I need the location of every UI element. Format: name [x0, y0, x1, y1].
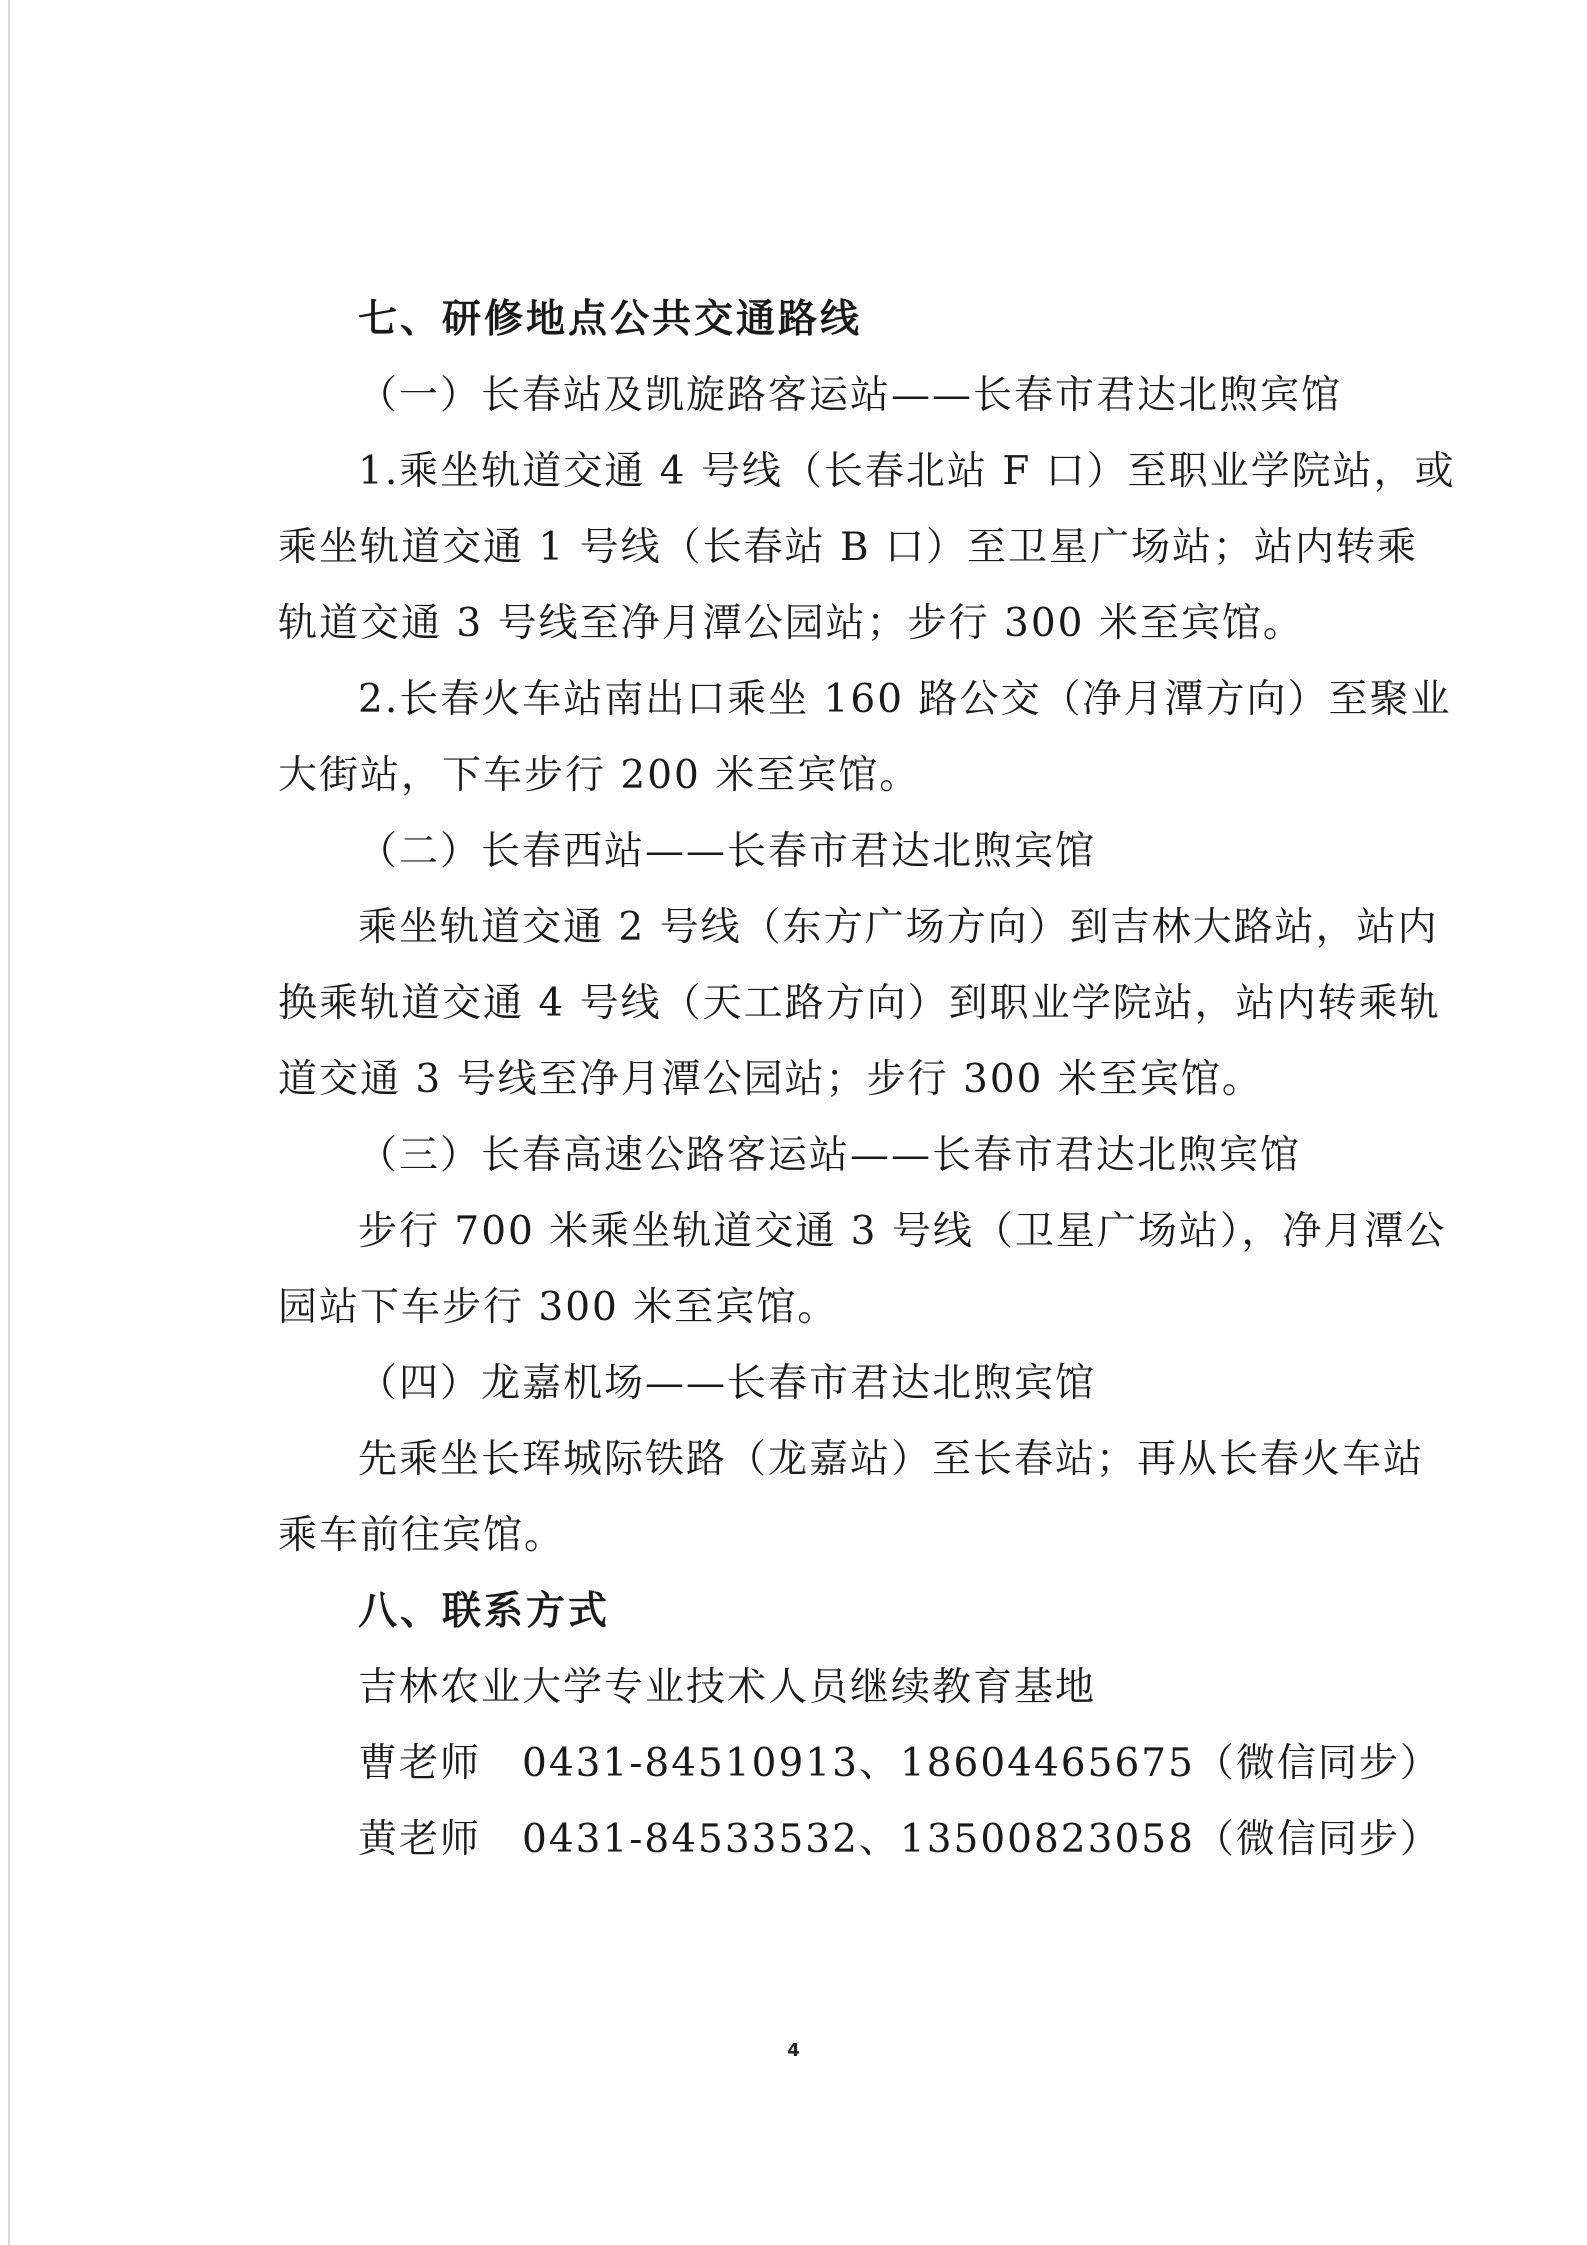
section-heading-contact: 八、联系方式 — [358, 1589, 611, 1634]
subheading-route-1: （一）长春站及凯旋路客运站——长春市君达北煦宾馆 — [358, 373, 1343, 418]
contact-teacher-huang: 黄老师 0431-84533532、13500823058（微信同步） — [358, 1817, 1441, 1862]
paragraph-line: 道交通 3 号线至净月潭公园站；步行 300 米至宾馆。 — [278, 1057, 1263, 1102]
paragraph-line: 2.长春火车站南出口乘坐 160 路公交（净月潭方向）至聚业 — [358, 677, 1452, 722]
scan-edge-line — [8, 0, 10, 2245]
paragraph-line: 轨道交通 3 号线至净月潭公园站；步行 300 米至宾馆。 — [278, 601, 1304, 646]
paragraph-line: 1.乘坐轨道交通 4 号线（长春北站 F 口）至职业学院站，或 — [358, 449, 1456, 494]
paragraph-line: 换乘轨道交通 4 号线（天工路方向）到职业学院站，站内转乘轨 — [278, 981, 1441, 1026]
paragraph-line: 乘坐轨道交通 2 号线（东方广场方向）到吉林大路站，站内 — [358, 905, 1439, 950]
section-heading-transport: 七、研修地点公共交通路线 — [358, 297, 863, 342]
subheading-route-3: （三）长春高速公路客运站——长春市君达北煦宾馆 — [358, 1133, 1302, 1178]
contact-teacher-cao: 曹老师 0431-84510913、18604465675（微信同步） — [358, 1741, 1441, 1786]
paragraph-line: 园站下车步行 300 米至宾馆。 — [278, 1285, 839, 1330]
subheading-route-2: （二）长春西站——长春市君达北煦宾馆 — [358, 829, 1097, 874]
contact-organization: 吉林农业大学专业技术人员继续教育基地 — [358, 1665, 1097, 1710]
page-number: 4 — [787, 2040, 800, 2061]
paragraph-line: 步行 700 米乘坐轨道交通 3 号线（卫星广场站），净月潭公 — [358, 1209, 1447, 1254]
document-body — [278, 282, 1456, 1878]
paragraph-line: 乘坐轨道交通 1 号线（长春站 B 口）至卫星广场站；站内转乘 — [278, 525, 1419, 570]
subheading-route-4: （四）龙嘉机场——长春市君达北煦宾馆 — [358, 1361, 1097, 1406]
paragraph-line: 大街站，下车步行 200 米至宾馆。 — [278, 753, 921, 798]
paragraph-line: 先乘坐长珲城际铁路（龙嘉站）至长春站；再从长春火车站 — [358, 1437, 1425, 1482]
paragraph-line: 乘车前往宾馆。 — [278, 1513, 566, 1558]
